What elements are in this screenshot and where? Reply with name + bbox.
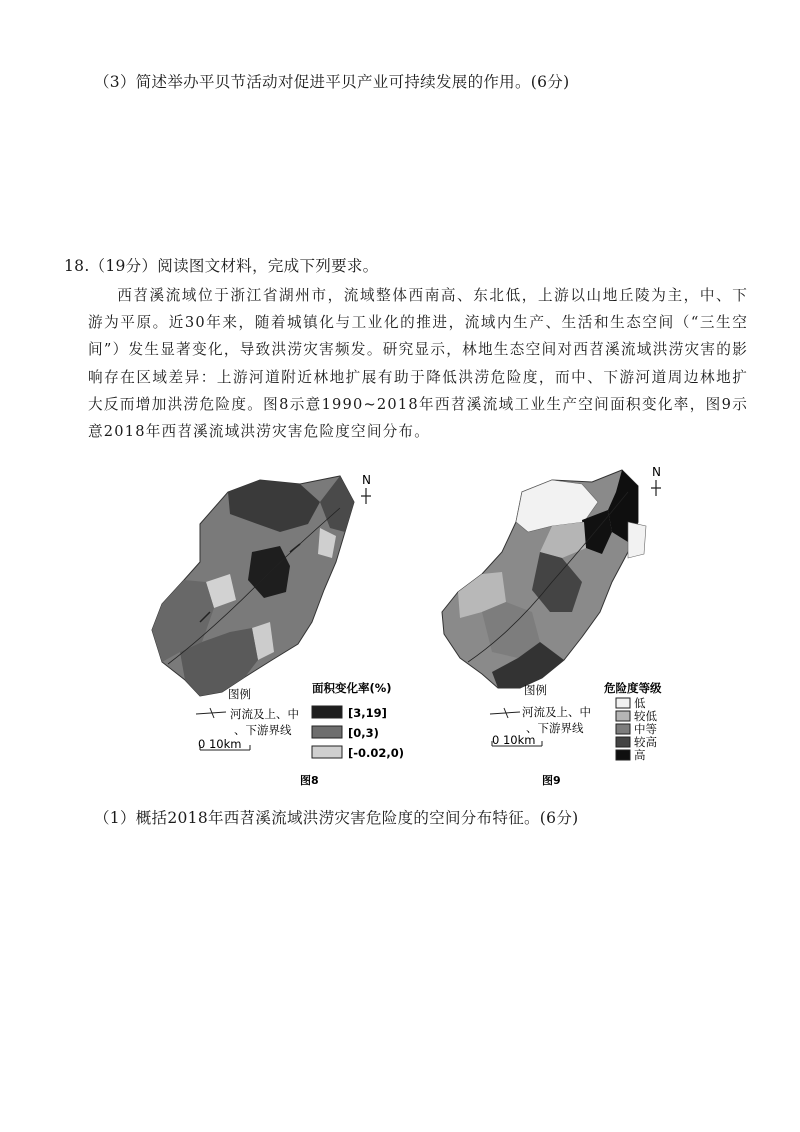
fig9-level-title: 危险度等级: [604, 681, 662, 695]
fig8-legend-title: 图例: [228, 687, 251, 701]
fig8-legend-swatch: [312, 706, 342, 718]
fig9-river-label-2: 、下游界线: [526, 721, 584, 735]
fig9-legend-label: 较低: [634, 709, 657, 723]
fig8-legend: [196, 681, 404, 760]
fig8-river-label-1: 河流及上、中: [230, 707, 299, 721]
passage-text: 西苕溪流域位于浙江省湖州市，流域整体西南高、东北低，上游以山地丘陵为主，中、下游为平原。近30年来，随着城镇化与工业化的推进，流域内生产、生活和生态空间（“三生空间”）发生显著变化，导致洪涝灾害频发。研究显示，林地生态空间对西苕溪流域洪涝灾害的影响存在区域差异：上游河道附近林地扩展有助于降低洪涝危险度，而中、下游河道周边林地扩大反而增加洪涝危险度。图8示意1990~2018年西苕溪流域工业生产空间面积变化率，图9示意2018年西苕溪流域洪涝灾害危险度空间分布。: [88, 287, 748, 441]
fig9-legend-label: 中等: [634, 722, 657, 736]
fig8-legend-label: [0,3): [348, 726, 379, 740]
fig8-basin: [152, 476, 354, 696]
fig8-legend-swatch: [312, 726, 342, 738]
question-18-1: （1）概括2018年西苕溪流域洪涝灾害危险度的空间分布特征。(6分): [94, 809, 579, 827]
fig9-legend-swatch: [616, 737, 630, 747]
fig8-legend-label: [-0.02,0): [348, 746, 405, 760]
figure-8-map: [140, 462, 420, 792]
fig9-legend-swatch: [616, 750, 630, 760]
fig9-river-label-1: 河流及上、中: [522, 705, 591, 719]
material-passage: [88, 282, 748, 445]
fig9-legend-swatch: [616, 698, 630, 708]
fig8-legend-label: [3,19]: [348, 706, 387, 720]
fig9-legend-swatch: [616, 711, 630, 721]
fig8-north-label: N: [362, 473, 371, 487]
figure-9-map: [432, 462, 692, 792]
fig9-legend-title: 图例: [524, 683, 547, 697]
fig9-legend-label: 高: [634, 748, 646, 762]
fig8-scale-bar: 0 10km: [198, 737, 242, 751]
question-18-header: 18.（19分）阅读图文材料，完成下列要求。: [64, 257, 379, 275]
fig9-basin: [442, 470, 646, 688]
fig8-north-arrow: [361, 473, 371, 504]
fig8-rate-title: 面积变化率(%): [312, 681, 392, 695]
fig9-north-label: N: [652, 465, 661, 479]
fig8-river-label-2: 、下游界线: [234, 723, 292, 737]
fig9-north-arrow: [651, 465, 661, 496]
fig9-legend-label: 低: [634, 696, 646, 710]
fig9-caption: 图9: [542, 774, 561, 787]
fig9-legend: [490, 681, 662, 762]
fig8-legend-swatch: [312, 746, 342, 758]
fig9-legend-swatch: [616, 724, 630, 734]
fig9-scale-bar: 0 10km: [492, 733, 536, 747]
fig8-caption: 图8: [300, 774, 319, 787]
question-3: （3）简述举办平贝节活动对促进平贝产业可持续发展的作用。(6分): [94, 73, 570, 91]
fig9-legend-label: 较高: [634, 735, 657, 749]
